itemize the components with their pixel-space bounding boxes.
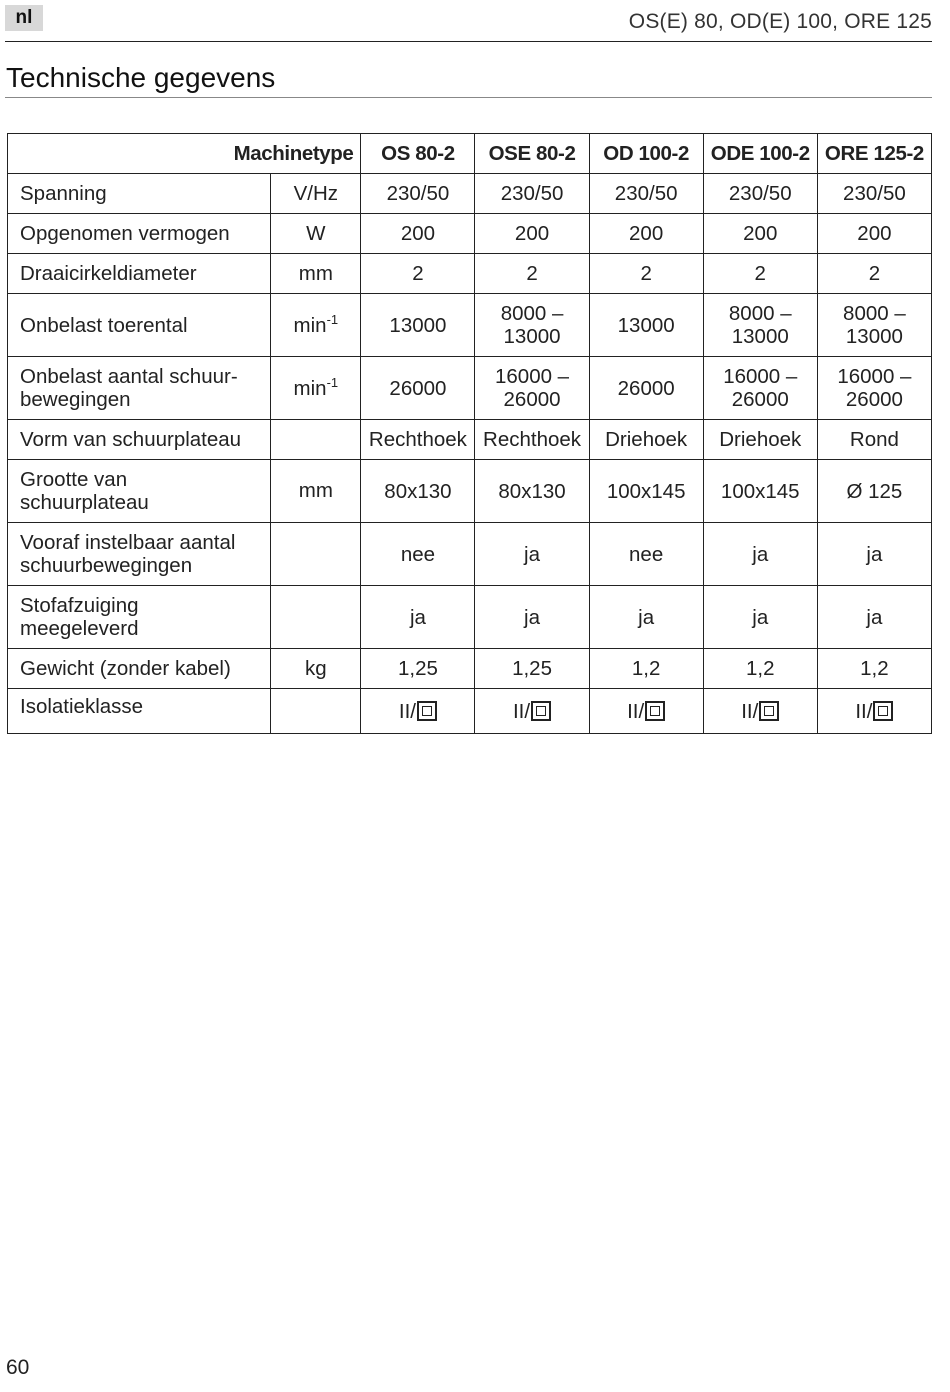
- cell-value: [703, 460, 817, 523]
- cell-value: [703, 689, 817, 734]
- row-label-text: Grootte van schuurplateau: [20, 468, 149, 514]
- cell-text: Ø 125: [846, 479, 903, 503]
- row-unit: [271, 649, 361, 689]
- row-label-text: Onbelast aantal schuur- bewegingen: [20, 365, 238, 411]
- cell-value: [703, 586, 817, 649]
- cell-text: II/: [398, 699, 416, 723]
- cell-value: [817, 460, 931, 523]
- cell-value: [589, 420, 703, 460]
- page-number: 60: [6, 1356, 30, 1379]
- cell-value: [475, 523, 589, 586]
- cell-text: 16000 – 26000: [837, 365, 912, 411]
- table-row: [8, 460, 932, 523]
- cell-value: [475, 254, 589, 294]
- row-unit: [271, 214, 361, 254]
- cell-text: 2: [412, 262, 424, 285]
- unit-text: mm: [298, 261, 333, 285]
- cell-value: [361, 586, 475, 649]
- cell-text: 200: [629, 222, 664, 245]
- cell-value: [589, 294, 703, 357]
- cell-text: 200: [400, 222, 436, 245]
- row-unit: [271, 586, 361, 649]
- cell-text: ja: [866, 542, 883, 566]
- cell-text: 230/50: [614, 182, 678, 205]
- cell-text: ja: [524, 605, 541, 629]
- cell-value: [589, 523, 703, 586]
- cell-text: 2: [754, 262, 766, 285]
- row-label: [8, 689, 271, 734]
- cell-text: 8000 – 13000: [728, 302, 792, 348]
- cell-value: [475, 294, 589, 357]
- cell-text: II/: [741, 699, 759, 723]
- row-unit: [271, 689, 361, 734]
- technical-data-table: [7, 133, 932, 734]
- table-row: [8, 523, 932, 586]
- cell-value: [361, 357, 475, 420]
- cell-value: [817, 214, 931, 254]
- table-row: [8, 254, 932, 294]
- row-label-text: Onbelast toerental: [20, 313, 188, 337]
- cell-value: [589, 254, 703, 294]
- cell-text: 2: [868, 262, 881, 285]
- cell-value: [817, 294, 931, 357]
- cell-text: 1,2: [746, 657, 775, 680]
- protection-class-ii-icon: [873, 701, 893, 721]
- row-label: [8, 420, 271, 460]
- cell-text: ja: [409, 605, 426, 629]
- cell-text: 13000: [617, 313, 675, 337]
- table-row: [8, 689, 932, 734]
- cell-value: [703, 649, 817, 689]
- cell-value: [589, 649, 703, 689]
- cell-text: Driehoek: [605, 428, 688, 451]
- insulation-class: [627, 700, 665, 723]
- cell-text: 230/50: [843, 182, 906, 205]
- row-label-text: Opgenomen vermogen: [20, 222, 230, 245]
- cell-text: 100x145: [720, 479, 800, 503]
- row-unit: [271, 174, 361, 214]
- cell-value: [589, 460, 703, 523]
- cell-text: 230/50: [500, 182, 564, 205]
- cell-text: 8000 – 13000: [843, 302, 906, 348]
- cell-text: ja: [866, 605, 883, 629]
- cell-text: 16000 – 26000: [494, 365, 570, 411]
- cell-text: ja: [638, 605, 655, 629]
- cell-value: [589, 214, 703, 254]
- cell-value: [817, 689, 931, 734]
- column-header: OSE 80-2: [475, 134, 589, 174]
- cell-value: [361, 254, 475, 294]
- cell-text: ja: [752, 542, 769, 566]
- table-row: [8, 649, 932, 689]
- cell-value: [703, 254, 817, 294]
- column-header: ORE 125-2: [817, 134, 931, 174]
- cell-value: [817, 523, 931, 586]
- table-row: [8, 420, 932, 460]
- row-label-text: Draaicirkeldiameter: [20, 262, 197, 285]
- cell-value: [703, 420, 817, 460]
- cell-text: II/: [627, 699, 645, 723]
- cell-text: 1,25: [397, 657, 438, 680]
- cell-value: [475, 214, 589, 254]
- cell-value: [475, 689, 589, 734]
- table-header-row: [8, 134, 932, 174]
- protection-class-ii-icon: [531, 701, 551, 721]
- cell-value: [361, 214, 475, 254]
- cell-value: [475, 420, 589, 460]
- row-label: [8, 649, 271, 689]
- cell-value: [475, 649, 589, 689]
- cell-value: [589, 586, 703, 649]
- machinetype-header: Machinetype: [8, 134, 361, 174]
- row-label: [8, 523, 271, 586]
- title-divider: [5, 97, 932, 98]
- cell-text: Driehoek: [719, 428, 802, 451]
- cell-value: [817, 174, 931, 214]
- cell-value: [475, 357, 589, 420]
- cell-text: Rechthoek: [368, 428, 467, 451]
- row-label: [8, 357, 271, 420]
- row-label-text: Gewicht (zonder kabel): [20, 657, 231, 680]
- cell-text: 1,2: [631, 657, 661, 680]
- cell-text: 1,2: [860, 657, 889, 680]
- cell-text: 26000: [617, 376, 675, 400]
- insulation-class: [855, 700, 893, 723]
- cell-value: [703, 214, 817, 254]
- row-unit: [271, 523, 361, 586]
- row-label-text: Spanning: [20, 182, 107, 205]
- unit-text: W: [306, 221, 326, 245]
- cell-value: [589, 689, 703, 734]
- cell-text: 2: [526, 262, 538, 285]
- cell-value: [703, 294, 817, 357]
- cell-text: ja: [524, 542, 541, 566]
- row-label: [8, 460, 271, 523]
- cell-text: 80x130: [384, 479, 452, 503]
- table-row: [8, 357, 932, 420]
- cell-text: 230/50: [386, 182, 450, 205]
- cell-text: II/: [855, 699, 873, 723]
- cell-value: [703, 523, 817, 586]
- language-badge: nl: [5, 5, 43, 31]
- column-header: OS 80-2: [361, 134, 475, 174]
- row-label: [8, 586, 271, 649]
- cell-value: [361, 689, 475, 734]
- unit-text: kg: [305, 656, 327, 680]
- cell-text: Rechthoek: [483, 428, 582, 451]
- row-unit: [271, 294, 361, 357]
- cell-value: [817, 420, 931, 460]
- cell-text: 200: [514, 222, 550, 245]
- insulation-class: [513, 700, 551, 723]
- row-label: [8, 174, 271, 214]
- cell-text: 2: [640, 262, 652, 285]
- row-unit: [271, 420, 361, 460]
- cell-text: 16000 – 26000: [723, 365, 798, 411]
- unit-exponent: -1: [326, 375, 339, 391]
- cell-value: [361, 523, 475, 586]
- cell-value: [703, 357, 817, 420]
- row-label: [8, 254, 271, 294]
- cell-text: 200: [857, 222, 892, 245]
- row-label-text: Vooraf instelbaar aantal schuurbewegingen: [20, 531, 236, 577]
- cell-text: 8000 – 13000: [500, 302, 564, 348]
- page-title: Technische gegevens: [6, 62, 276, 93]
- cell-value: [361, 460, 475, 523]
- cell-value: [589, 174, 703, 214]
- cell-value: [361, 174, 475, 214]
- unit-text: V/Hz: [293, 181, 339, 205]
- cell-text: 230/50: [728, 182, 792, 205]
- cell-text: II/: [512, 699, 531, 723]
- cell-text: 13000: [389, 313, 447, 337]
- cell-text: nee: [629, 542, 664, 566]
- cell-value: [817, 586, 931, 649]
- protection-class-ii-icon: [417, 701, 437, 721]
- row-unit: [271, 357, 361, 420]
- cell-text: 100x145: [606, 479, 686, 503]
- unit-text: min: [293, 376, 327, 400]
- cell-text: nee: [400, 542, 436, 566]
- cell-value: [475, 586, 589, 649]
- row-label-text: Isolatieklasse: [20, 695, 144, 718]
- cell-text: 1,25: [512, 657, 552, 680]
- cell-text: ja: [752, 605, 769, 629]
- table-row: [8, 214, 932, 254]
- cell-value: [361, 649, 475, 689]
- unit-exponent: -1: [326, 312, 339, 328]
- protection-class-ii-icon: [759, 701, 779, 721]
- table-body: [8, 174, 932, 734]
- cell-value: [817, 357, 931, 420]
- cell-text: 200: [743, 222, 778, 245]
- protection-class-ii-icon: [645, 701, 665, 721]
- table-row: [8, 586, 932, 649]
- row-label-text: Stofafzuiging meegeleverd: [20, 594, 139, 640]
- row-unit: [271, 460, 361, 523]
- header-divider: [5, 41, 932, 42]
- unit-text: mm: [298, 479, 333, 502]
- cell-value: [817, 254, 931, 294]
- cell-text: Rond: [849, 428, 899, 451]
- cell-value: [703, 174, 817, 214]
- cell-text: 26000: [389, 376, 447, 400]
- model-reference: OS(E) 80, OD(E) 100, ORE 125: [628, 10, 932, 33]
- column-header: ODE 100-2: [703, 134, 817, 174]
- cell-text: 80x130: [498, 479, 566, 503]
- row-label-text: Vorm van schuurplateau: [20, 428, 242, 451]
- insulation-class: [741, 700, 779, 723]
- unit-text: min: [293, 313, 327, 337]
- cell-value: [817, 649, 931, 689]
- cell-value: [361, 294, 475, 357]
- row-unit: [271, 254, 361, 294]
- cell-value: [475, 174, 589, 214]
- row-label: [8, 294, 271, 357]
- cell-value: [589, 357, 703, 420]
- insulation-class: [399, 700, 437, 723]
- cell-value: [361, 420, 475, 460]
- table-row: [8, 294, 932, 357]
- row-label: [8, 214, 271, 254]
- cell-value: [475, 460, 589, 523]
- column-header: OD 100-2: [589, 134, 703, 174]
- table-row: [8, 174, 932, 214]
